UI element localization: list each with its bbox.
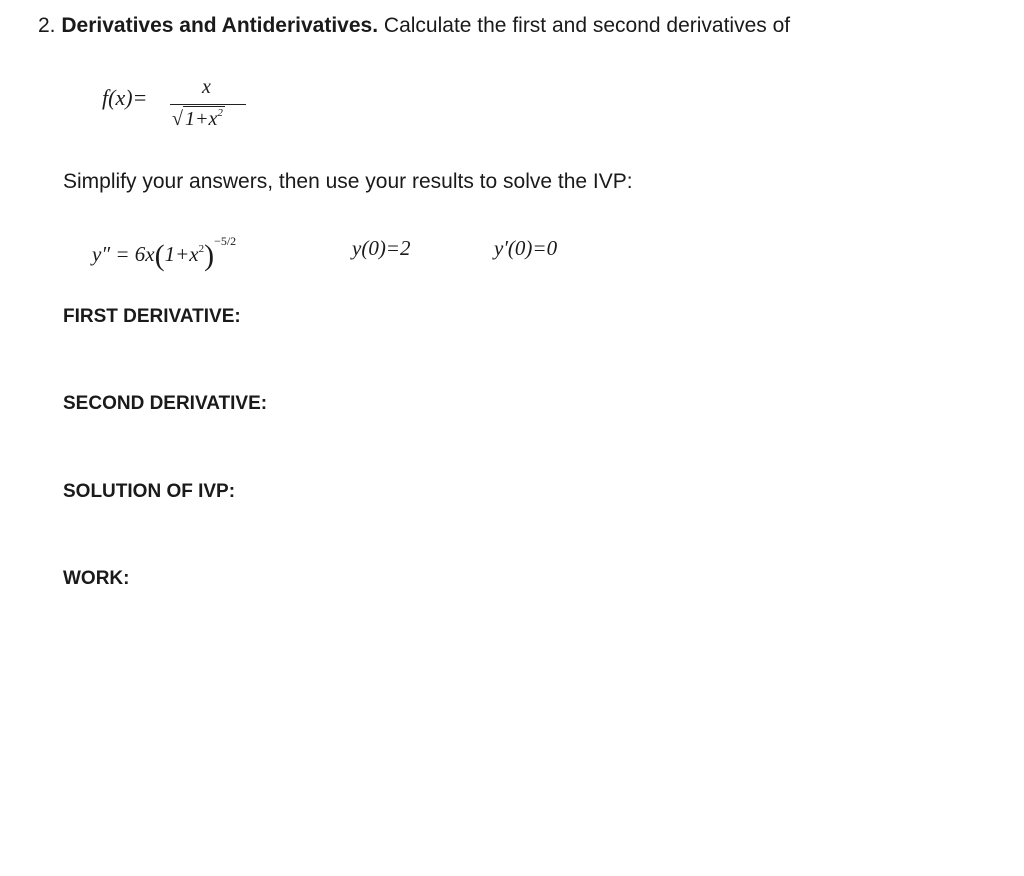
function-fraction bbox=[168, 76, 248, 136]
ode-exponent: −5/2 bbox=[214, 234, 237, 248]
denominator-radicand: 1+x bbox=[184, 108, 218, 130]
problem-prompt: Calculate the first and second derivatives of bbox=[383, 14, 791, 37]
initial-condition-1: y(0)=2 bbox=[352, 236, 411, 260]
solution-label: SOLUTION OF IVP: bbox=[63, 481, 236, 502]
ode-paren-open: ( bbox=[154, 239, 165, 272]
denominator-exponent: 2 bbox=[217, 107, 223, 119]
function-denominator bbox=[172, 106, 225, 131]
function-numerator: x bbox=[202, 76, 211, 98]
instruction-text: Simplify your answers, then use your results to solve the IVP: bbox=[63, 170, 633, 193]
work-label: WORK: bbox=[63, 568, 130, 589]
ode-inner: 1+x bbox=[164, 242, 199, 266]
problem-heading bbox=[38, 14, 790, 38]
fraction-bar bbox=[170, 104, 246, 105]
problem-number: 2. bbox=[38, 14, 56, 37]
ode-paren-close: ) bbox=[204, 239, 215, 272]
function-lhs: f(x)= bbox=[102, 85, 148, 110]
ivp-ode bbox=[92, 234, 236, 273]
ode-lhs: y″ = 6x bbox=[92, 242, 155, 266]
initial-condition-2: y′(0)=0 bbox=[494, 236, 558, 260]
sqrt-icon: √ bbox=[172, 108, 183, 130]
ode-inner-exponent: 2 bbox=[198, 243, 205, 255]
problem-title: Derivatives and Antiderivatives. bbox=[61, 14, 379, 37]
first-derivative-label: FIRST DERIVATIVE: bbox=[63, 306, 241, 327]
second-derivative-label: SECOND DERIVATIVE: bbox=[63, 393, 268, 414]
